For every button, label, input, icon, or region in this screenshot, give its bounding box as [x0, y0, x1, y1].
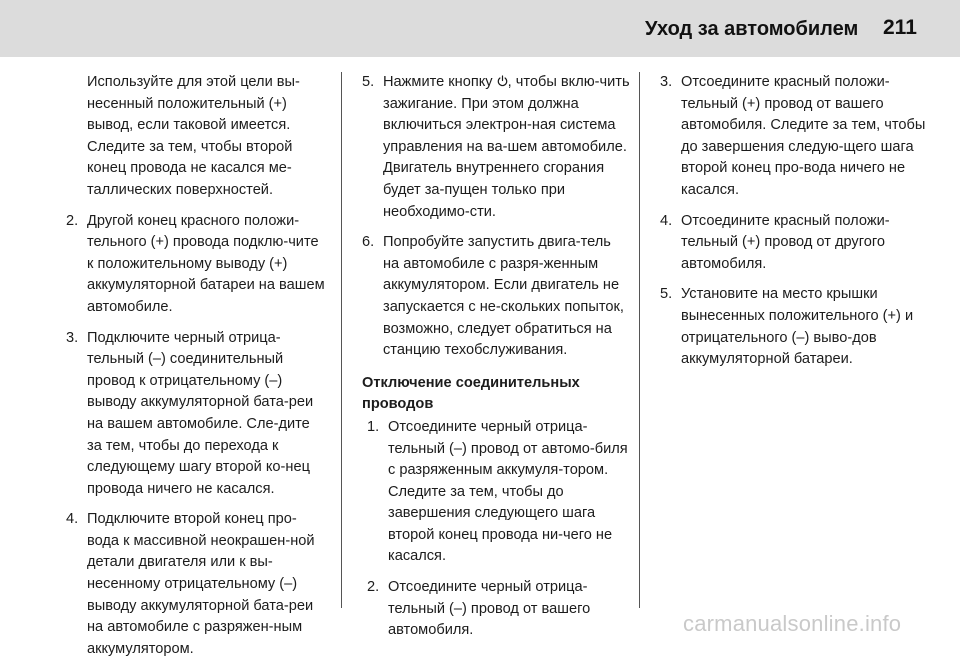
list-item	[66, 211, 328, 319]
list-item	[66, 509, 328, 660]
list-item-text: Другой конец красного положи-тельного (+) провода подклю-чите к положительному выводу (+) аккумуляторной батареи на вашем автомобиле.	[87, 212, 325, 315]
list-item-text: Отсоедините черный отрица-тельный (–) провод от вашего автомобиля.	[388, 579, 591, 639]
list-item-number: 2.	[367, 579, 380, 596]
list-item-number: 4.	[66, 511, 79, 528]
page-header	[0, 0, 960, 57]
list-item-text-after: , чтобы вклю-чить зажигание. При этом должна включиться электрон-ная система управления на ва-шем автомобиле. Двигатель внутреннего сгорания будет за-пущен только при необходимо-сти.	[383, 74, 630, 220]
list-item-text: Отсоедините красный положи-тельный (+) провод от другого автомобиля.	[681, 212, 890, 272]
list-item	[660, 72, 928, 202]
column-2	[362, 72, 630, 651]
list-item	[362, 232, 630, 362]
list-item-text: Подключите черный отрица-тельный (–) соединительный провод к отрицательному (–) выводу аккумуляторной бата-реи на вашем автомобиле. Сле-дите за тем, чтобы до перехода к следующему шагу второй ко-нец провода ничего не касался.	[87, 329, 314, 497]
list-item-number: 5.	[362, 74, 375, 90]
list-item	[367, 577, 630, 642]
list-item	[660, 284, 928, 370]
page-number: 211	[883, 16, 917, 39]
list-item-text: Попробуйте запустить двига-тель на автомобиле с разря-женным аккумулятором. Если двигатель не запускается с не-скольких попыток, возможно, следует обратиться на станцию техобслуживания.	[383, 234, 624, 359]
list-item-text: Установите на место крышки вынесенных положительного (+) и отрицательного (–) выво-дов аккумуляторной батареи.	[681, 286, 914, 368]
watermark: carmanualsonline.info	[683, 611, 902, 636]
column-divider-1	[341, 72, 342, 608]
list-item	[66, 328, 328, 501]
power-icon	[497, 75, 508, 87]
list-item-number: 1.	[367, 418, 380, 435]
list-item-number: 6.	[362, 234, 375, 251]
column-1	[66, 72, 328, 669]
list-item-text: Отсоедините красный положи-тельный (+) провод от вашего автомобиля. Следите за тем, чтобы до завершения следую-щего шага второй конец про-вода ничего не касался.	[681, 74, 926, 198]
list-item	[660, 211, 928, 276]
header-title: Уход за автомобилем	[645, 18, 859, 40]
list-item-number: 2.	[66, 212, 79, 229]
list-item-number: 3.	[66, 329, 79, 346]
section-heading: Отключение соединительных проводов	[362, 374, 580, 413]
list-item-number: 3.	[660, 74, 673, 90]
list-item-text: Отсоедините черный отрица-тельный (–) провод от автомо-биля с разряженным аккумуля-тором. Следите за тем, чтобы до завершения следующего шага второй конец провода ни-чего не касался.	[388, 418, 628, 565]
list-item-text: Подключите второй конец про-вода к массивной неокрашен-ной детали двигателя или к вы-несенному отрицательному (–) выводу аккумуляторной бата-реи на автомобиле с разряжен-ным аккумулятором.	[87, 511, 315, 657]
list-item	[362, 72, 630, 223]
list-item-number: 5.	[660, 286, 673, 303]
list-item-number: 4.	[660, 212, 673, 229]
intro-paragraph: Используйте для этой цели вы-несенный положительный (+) вывод, если таковой имеется. Следите за тем, чтобы второй конец провода не касался ме-таллических поверхностей.	[87, 74, 300, 198]
list-item-text-before: Нажмите кнопку	[383, 74, 497, 90]
column-divider-2	[639, 72, 640, 608]
list-item-text	[383, 72, 630, 223]
list-item	[367, 417, 630, 568]
column-3	[660, 72, 928, 380]
